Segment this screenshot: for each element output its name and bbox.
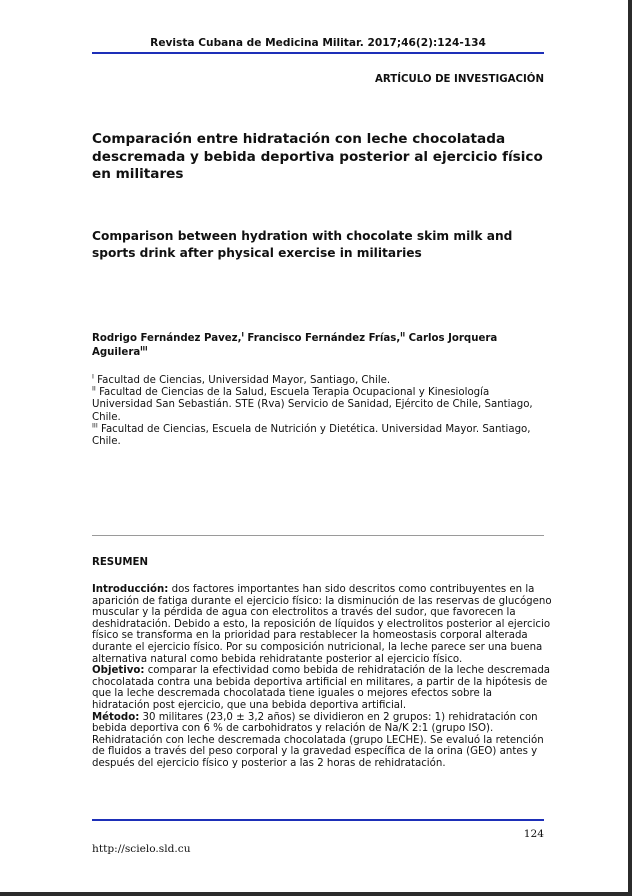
abstract-method bbox=[92, 712, 552, 770]
viewer-background bbox=[0, 892, 632, 896]
footer-rule bbox=[92, 819, 544, 821]
footer-url[interactable]: http://scielo.sld.cu bbox=[92, 843, 191, 855]
abstract-label: Introducción: bbox=[92, 584, 169, 595]
affiliation-sup: I bbox=[92, 372, 94, 381]
journal-header: Revista Cubana de Medicina Militar. 2017;46(2):124-134 bbox=[150, 37, 486, 49]
affiliation-text: Facultad de Ciencias de la Salud, Escuela Terapia Ocupacional y Kinesiología Universidad San Sebastián. STE (Rva) Servicio de Sanidad, Ejército de Chile, Santiago, Chile. bbox=[92, 387, 533, 423]
abstract-text: dos factores importantes han sido descritos como contribuyentes en la aparición de fatiga durante el ejercicio físico: la disminución de las reservas de glucógeno muscular y la pérdida de agua con electrolitos a través del sudor, que favorecen la deshidratación. Debido a esto, la reposición de líquidos y electrolitos posterior al ejercicio físico se transforma en la prioridad para restablecer la homeostasis corporal alterada durante el ejercicio físico. Por su composición nutricional, la leche parece ser una buena alternativa natural como bebida rehidratante posterior al ejercicio físico. bbox=[92, 584, 552, 665]
author-name: Carlos Jorquera Aguilera bbox=[92, 333, 498, 358]
affiliation-text: Facultad de Ciencias, Universidad Mayor, Santiago, Chile. bbox=[97, 375, 391, 386]
authors bbox=[92, 332, 544, 360]
abstract-text: comparar la efectividad como bebida de rehidratación de la leche descremada chocolatada contra una bebida deportiva artificial en militares, a partir de la hipótesis de que la leche descremada chocolatada tiene iguales o mejores efectos sobre la hidratación post ejercicio, que una bebida deportiva artificial. bbox=[92, 665, 551, 711]
abstract-label: Método: bbox=[92, 711, 140, 723]
abstract-introduction bbox=[92, 584, 552, 665]
title-spanish: Comparación entre hidratación con leche chocolatada descremada y bebida deportiva posterior al ejercicio físico en militares bbox=[92, 131, 543, 182]
affiliation bbox=[92, 384, 544, 424]
viewer-background bbox=[628, 0, 632, 896]
author-name: Rodrigo Fernández Pavez, bbox=[92, 333, 242, 344]
author-sup: I bbox=[241, 330, 244, 339]
abstract-text: 30 militares (23,0 ± 3,2 años) se dividieron en 2 grupos: 1) rehidratación con bebida deportiva con 6 % de carbohidratos y relación de Na/K 2:1 (grupo ISO). Rehidratación con leche descremada chocolatada (grupo LECHE). Se evaluó la retención de fluidos a través del peso corporal y la gravedad específica de la orina (GEO) antes y después del ejercicio físico y posterior a las 2 horas de rehidratación. bbox=[92, 711, 544, 769]
affiliation-sup: II bbox=[92, 384, 96, 393]
abstract-objective bbox=[92, 665, 552, 711]
affiliation bbox=[92, 421, 544, 448]
abstract bbox=[92, 584, 552, 770]
header-rule bbox=[92, 52, 544, 54]
affiliations bbox=[92, 372, 544, 448]
affiliation-sup: III bbox=[92, 421, 98, 430]
author-name: Francisco Fernández Frías, bbox=[247, 333, 401, 344]
author-sup: III bbox=[140, 344, 148, 353]
title-english: Comparison between hydration with chocolate skim milk and sports drink after physical exercise in militaries bbox=[92, 229, 513, 260]
page-number: 124 bbox=[523, 828, 544, 840]
affiliation-text: Facultad de Ciencias, Escuela de Nutrición y Dietética. Universidad Mayor. Santiago, Chile. bbox=[92, 423, 531, 448]
article-type: ARTÍCULO DE INVESTIGACIÓN bbox=[375, 74, 544, 85]
abstract-label: Objetivo: bbox=[92, 665, 145, 677]
affiliation bbox=[92, 372, 544, 387]
author-sup: II bbox=[400, 330, 406, 339]
resumen-heading: RESUMEN bbox=[92, 557, 149, 568]
section-divider bbox=[92, 535, 544, 536]
